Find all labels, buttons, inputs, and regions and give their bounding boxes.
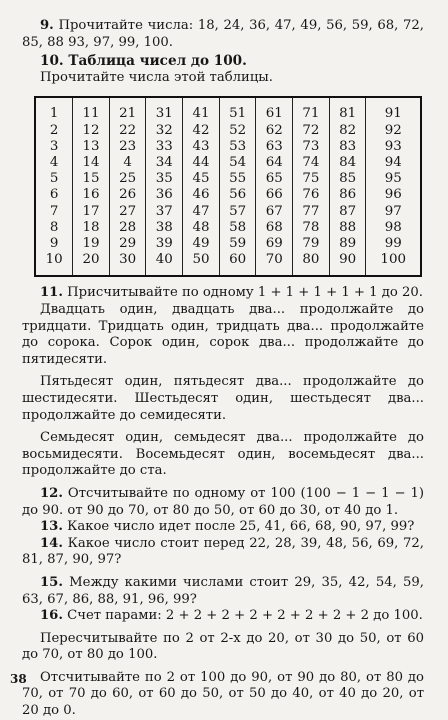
table-cell: 100 bbox=[366, 252, 421, 276]
table-cell: 63 bbox=[256, 139, 293, 155]
table-cell: 68 bbox=[256, 220, 293, 236]
exercise-text: Между какими числами стоит 29, 35, 42, 54, 59, 63, 67, 86, 88, 91, 96, 99? bbox=[22, 574, 424, 607]
table-cell: 74 bbox=[293, 155, 330, 171]
table-cell: 58 bbox=[219, 220, 256, 236]
table-cell: 26 bbox=[109, 187, 146, 203]
table-cell: 7 bbox=[35, 204, 73, 220]
table-cell: 66 bbox=[256, 187, 293, 203]
table-cell: 53 bbox=[219, 139, 256, 155]
table-cell: 52 bbox=[219, 123, 256, 139]
table-cell: 85 bbox=[329, 171, 366, 187]
table-cell: 25 bbox=[109, 171, 146, 187]
table-cell: 16 bbox=[73, 187, 110, 203]
table-cell: 37 bbox=[146, 204, 183, 220]
table-cell: 15 bbox=[73, 171, 110, 187]
exercise-text: Присчитывайте по одному 1 + 1 + 1 + 1 + 1 до 20. bbox=[67, 285, 423, 301]
table-cell: 64 bbox=[256, 155, 293, 171]
table-cell: 1 bbox=[35, 97, 73, 122]
table-cell: 72 bbox=[293, 123, 330, 139]
table-cell: 50 bbox=[183, 252, 220, 276]
table-cell: 48 bbox=[183, 220, 220, 236]
table-cell: 44 bbox=[183, 155, 220, 171]
table-cell: 5 bbox=[35, 171, 73, 187]
table-row bbox=[35, 139, 421, 155]
table-cell: 57 bbox=[219, 204, 256, 220]
table-cell: 84 bbox=[329, 155, 366, 171]
table-cell: 17 bbox=[73, 204, 110, 220]
table-cell: 54 bbox=[219, 155, 256, 171]
exercise-number: 15. bbox=[40, 574, 63, 590]
table-cell: 34 bbox=[146, 155, 183, 171]
exercise-number: 13. bbox=[40, 519, 63, 535]
table-cell: 41 bbox=[183, 97, 220, 122]
table-cell: 19 bbox=[73, 236, 110, 252]
table-row bbox=[35, 171, 421, 187]
table-cell: 36 bbox=[146, 187, 183, 203]
table-cell: 82 bbox=[329, 123, 366, 139]
table-cell: 12 bbox=[73, 123, 110, 139]
number-table bbox=[34, 96, 422, 277]
table-cell: 70 bbox=[256, 252, 293, 276]
table-cell: 49 bbox=[183, 236, 220, 252]
page-number: 38 bbox=[10, 672, 27, 686]
table-row bbox=[35, 236, 421, 252]
table-cell: 9 bbox=[35, 236, 73, 252]
table-cell: 2 bbox=[35, 123, 73, 139]
exercise-number: 12. bbox=[40, 485, 63, 501]
exercise-12 bbox=[22, 486, 424, 519]
table-cell: 14 bbox=[73, 155, 110, 171]
table-cell: 65 bbox=[256, 171, 293, 187]
table-cell: 38 bbox=[146, 220, 183, 236]
table-cell: 10 bbox=[35, 252, 73, 276]
table-cell: 88 bbox=[329, 220, 366, 236]
table-cell: 78 bbox=[293, 220, 330, 236]
table-row bbox=[35, 123, 421, 139]
table-cell: 30 bbox=[109, 252, 146, 276]
exercise-11-paragraph-2: Пятьдесят один, пятьдесят два... продолжайте до шестидесяти. Шестьдесят один, шестьдесят два... продолжайте до семидесяти. bbox=[22, 374, 424, 423]
table-cell: 22 bbox=[109, 123, 146, 139]
table-cell: 42 bbox=[183, 123, 220, 139]
table-cell: 94 bbox=[366, 155, 421, 171]
exercise-13 bbox=[22, 519, 424, 536]
table-cell: 92 bbox=[366, 123, 421, 139]
table-cell: 4 bbox=[35, 155, 73, 171]
table-cell: 40 bbox=[146, 252, 183, 276]
table-cell: 3 bbox=[35, 139, 73, 155]
exercise-10-text: Прочитайте числа этой таблицы. bbox=[40, 69, 273, 85]
table-cell: 80 bbox=[293, 252, 330, 276]
table-row bbox=[35, 187, 421, 203]
table-cell: 55 bbox=[219, 171, 256, 187]
exercise-number: 14. bbox=[40, 535, 63, 551]
table-cell: 29 bbox=[109, 236, 146, 252]
table-cell: 27 bbox=[109, 204, 146, 220]
table-cell: 60 bbox=[219, 252, 256, 276]
exercise-number: 16. bbox=[40, 608, 63, 624]
table-cell: 89 bbox=[329, 236, 366, 252]
table-cell: 77 bbox=[293, 204, 330, 220]
table-row bbox=[35, 155, 421, 171]
table-cell: 76 bbox=[293, 187, 330, 203]
table-cell: 43 bbox=[183, 139, 220, 155]
exercise-text: Прочитайте числа: 18, 24, 36, 47, 49, 56, 59, 68, 72, 85, 88 93, 97, 99, 100. bbox=[22, 18, 424, 50]
table-cell: 99 bbox=[366, 236, 421, 252]
table-cell: 18 bbox=[73, 220, 110, 236]
table-cell: 51 bbox=[219, 97, 256, 122]
exercise-16-paragraph-2: Отсчитывайте по 2 от 100 до 90, от 90 до 80, от 80 до 70, от 70 до 60, от 60 до 50, от 50 до 40, от 40 до 20, от 20 до 0. bbox=[22, 669, 424, 719]
exercise-text: Какое число стоит перед 22, 28, 39, 48, 56, 69, 72, 81, 87, 90, 97? bbox=[22, 535, 424, 568]
table-cell: 95 bbox=[366, 171, 421, 187]
table-row bbox=[35, 97, 421, 122]
exercise-9 bbox=[22, 18, 424, 51]
exercise-text: Отсчитывайте по одному от 100 (100 − 1 − 1 − 1) до 90. от 90 до 70, от 80 до 50, от 60 до 30, от 40 до 1. bbox=[22, 485, 424, 518]
table-cell: 13 bbox=[73, 139, 110, 155]
table-cell: 32 bbox=[146, 123, 183, 139]
table-cell: 91 bbox=[366, 97, 421, 122]
table-cell: 83 bbox=[329, 139, 366, 155]
exercise-11-paragraph-1: Двадцать один, двадцать два... продолжайте до тридцати. Тридцать один, тридцать два... продолжайте до сорока. Сорок один, сорок два... продолжайте до пятидесяти. bbox=[22, 302, 424, 367]
table-cell: 79 bbox=[293, 236, 330, 252]
table-cell: 87 bbox=[329, 204, 366, 220]
table-cell: 20 bbox=[73, 252, 110, 276]
table-row bbox=[35, 204, 421, 220]
exercise-text: Счет парами: 2 + 2 + 2 + 2 + 2 + 2 + 2 + 2 до 100. bbox=[67, 608, 423, 624]
table-row bbox=[35, 252, 421, 276]
table-cell: 98 bbox=[366, 220, 421, 236]
table-cell: 69 bbox=[256, 236, 293, 252]
table-cell: 23 bbox=[109, 139, 146, 155]
table-cell: 8 bbox=[35, 220, 73, 236]
exercise-11-paragraph-3: Семьдесят один, семьдесят два... продолжайте до восьмидесяти. Восемьдесят один, восемьдесят два... продолжайте до ста. bbox=[22, 430, 424, 479]
table-cell: 31 bbox=[146, 97, 183, 122]
table-cell: 73 bbox=[293, 139, 330, 155]
exercise-number: 10. bbox=[40, 53, 64, 70]
exercise-text: Какое число идет после 25, 41, 66, 68, 90, 97, 99? bbox=[67, 519, 415, 535]
table-cell: 6 bbox=[35, 187, 73, 203]
table-cell: 62 bbox=[256, 123, 293, 139]
table-cell: 97 bbox=[366, 204, 421, 220]
table-cell: 33 bbox=[146, 139, 183, 155]
exercise-11 bbox=[22, 285, 424, 302]
table-cell: 67 bbox=[256, 204, 293, 220]
table-cell: 75 bbox=[293, 171, 330, 187]
table-cell: 45 bbox=[183, 171, 220, 187]
exercise-number: 9. bbox=[40, 18, 54, 33]
table-cell: 39 bbox=[146, 236, 183, 252]
book-page bbox=[22, 18, 424, 720]
table-cell: 21 bbox=[109, 97, 146, 122]
table-cell: 35 bbox=[146, 171, 183, 187]
table-cell: 90 bbox=[329, 252, 366, 276]
table-cell: 56 bbox=[219, 187, 256, 203]
table-cell: 71 bbox=[293, 97, 330, 122]
table-cell: 46 bbox=[183, 187, 220, 203]
table-cell: 59 bbox=[219, 236, 256, 252]
table-cell: 81 bbox=[329, 97, 366, 122]
exercise-16 bbox=[22, 608, 424, 625]
exercise-number: 11. bbox=[40, 285, 63, 301]
exercise-16-paragraph-1: Пересчитывайте по 2 от 2-х до 20, от 30 до 50, от 60 до 70, от 80 до 100. bbox=[22, 630, 424, 663]
table-cell: 96 bbox=[366, 187, 421, 203]
table-cell: 61 bbox=[256, 97, 293, 122]
exercise-title: Таблица чисел до 100. bbox=[68, 53, 247, 70]
table-cell: 28 bbox=[109, 220, 146, 236]
table-cell: 11 bbox=[73, 97, 110, 122]
table-cell: 47 bbox=[183, 204, 220, 220]
table-cell: 4 bbox=[109, 155, 146, 171]
table-row bbox=[35, 220, 421, 236]
exercise-10-heading bbox=[22, 53, 424, 70]
exercise-15 bbox=[22, 575, 424, 608]
table-cell: 86 bbox=[329, 187, 366, 203]
exercise-14 bbox=[22, 536, 424, 569]
table-cell: 93 bbox=[366, 139, 421, 155]
